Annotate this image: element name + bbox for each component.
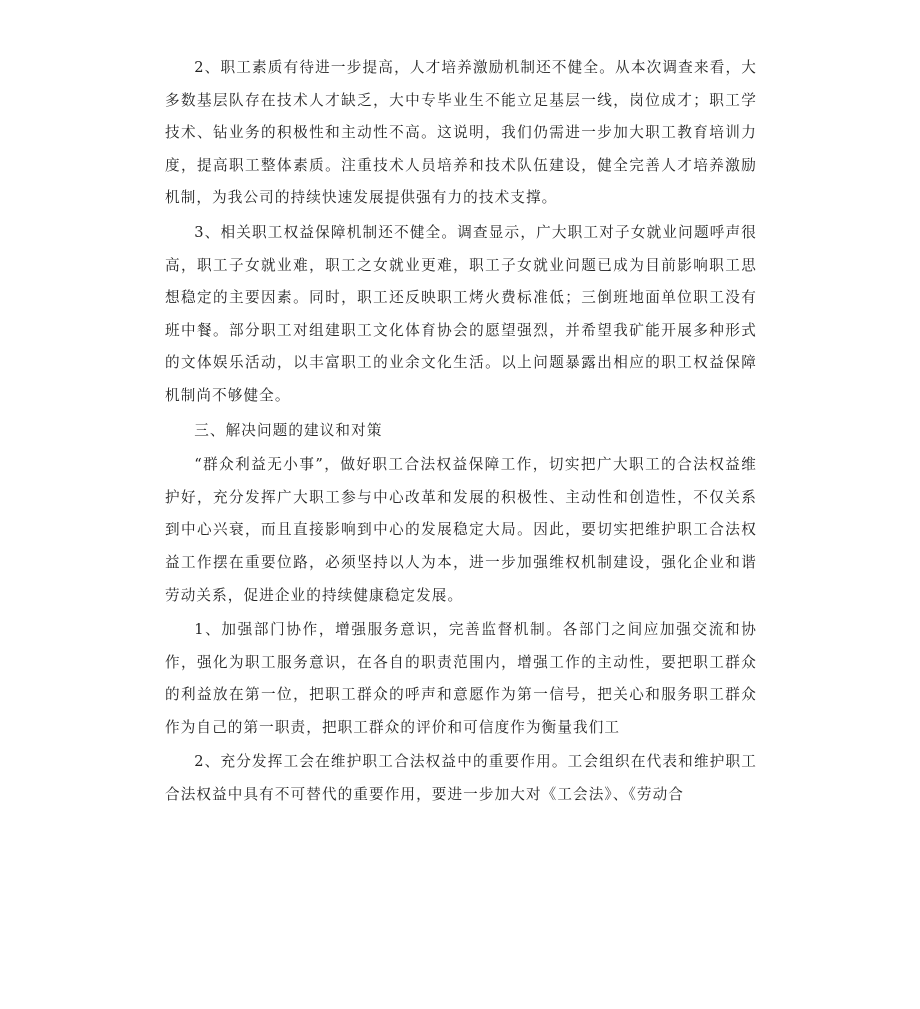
document-page <box>165 52 757 814</box>
paragraph-union-role: 2、充分发挥工会在维护职工合法权益中的重要作用。工会组织在代表和维护职工合法权益中具有不可替代的重要作用，要进一步加大对《工会法》、《劳动合 <box>165 753 757 804</box>
paragraph-rights-protection: 3、相关职工权益保障机制还不健全。调查显示，广大职工对子女就业问题呼声很高，职工子女就业难，职工之女就业更难，职工子女就业问题已成为目前影响职工思想稳定的主要因素。同时，职工还反映职工烤火费标准低；三倒班地面单位职工没有班中餐。部分职工对组建职工文化体育协会的愿望强烈，并希望我矿能开展多种形式的文体娱乐活动，以丰富职工的业余文化生活。以上问题暴露出相应的职工权益保障机制尚不够健全。 <box>165 223 757 404</box>
paragraph-talent-quality: 2、职工素质有待进一步提高，人才培养激励机制还不健全。从本次调查来看，大多数基层队存在技术人才缺乏，大中专毕业生不能立足基层一线，岗位成才；职工学技术、钻业务的积极性和主动性不高。这说明，我们仍需进一步加大职工教育培训力度，提高职工整体素质。注重技术人员培养和技术队伍建设，健全完善人才培养激励机制，为我公司的持续快速发展提供强有力的技术支撑。 <box>165 59 757 207</box>
section-heading-suggestions: 三、解决问题的建议和对策 <box>194 421 383 439</box>
paragraph-department-cooperation: 1、加强部门协作，增强服务意识，完善监督机制。各部门之间应加强交流和协作，强化为职工服务意识，在各自的职责范围内，增强工作的主动性，要把职工群众的利益放在第一位，把职工群众的呼声和意愿作为第一信号，把关心和服务职工群众作为自己的第一职责，把职工群众的评价和可信度作为衡量我们工 <box>165 621 757 736</box>
paragraph-mass-interests: “群众利益无小事”，做好职工合法权益保障工作，切实把广大职工的合法权益维护好，充分发挥广大职工参与中心改革和发展的积极性、主动性和创造性，不仅关系到中心兴衰，而且直接影响到中心的发展稳定大局。因此，要切实把维护职工合法权益工作摆在重要位路，必须坚持以人为本，进一步加强维权机制建设，强化企业和谐劳动关系，促进企业的持续健康稳定发展。 <box>165 456 757 604</box>
